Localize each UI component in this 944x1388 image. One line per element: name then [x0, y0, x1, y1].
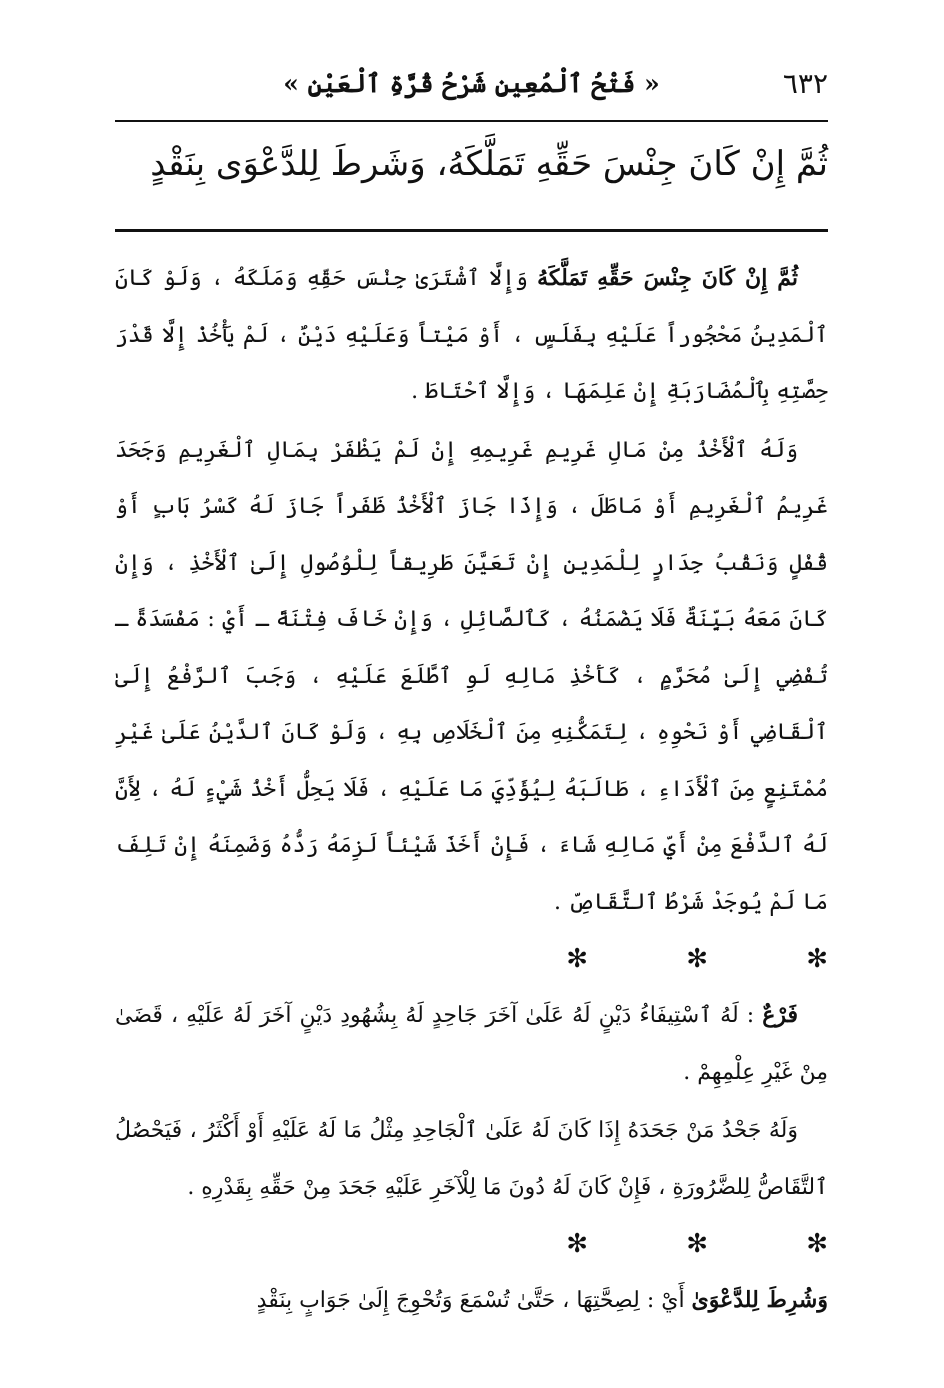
paragraph-lead: فَرْعٌ — [762, 1002, 798, 1028]
paragraph-text: وَلَهُ ٱلْأَخْذُ مِنْ مَالِ غَرِيمِ غَرِيمِهِ إِنْ لَمْ يَظْفَرْ بِمَالِ ٱلْغَرِيمِ وَجَحَدَ غَرِيمُ ٱلْغَرِيمِ أَوْ مَاطَلَ ، وَإِذَا جَازَ ٱلْأَخْذُ ظَفَراً جَازَ لَهُ كَسْرُ بَابٍ أَوْ قُفْلٍ وَنَقْبُ جِدَارٍ لِلْمَدِينِ إِنْ تَعَيَّنَ طَرِيقاً لِلْوُصُولِ إِلَىٰ ٱلْأَخْذِ ، وَإِنْ كَانَ مَعَهُ بَيِّنَةٌ فَلَا يَضْمَنُهُ ، كَٱلصَّائِلِ ، وَإِنْ خَافَ فِتْنَةً ـ أَيْ : مَفْسَدَةً ـ تُفْضِي إِلَىٰ مُحَرَّمٍ ، كَأَخْذِ مَالِهِ لَوِ ٱطَّلَعَ عَلَيْهِ ، وَجَبَ ٱلرَّفْعُ إِلَىٰ ٱلْقَاضِي أَوْ نَحْوِهِ ، لِتَمَكُّنِهِ مِنَ ٱلْخَلَاصِ بِهِ ، وَلَوْ كَانَ ٱلدَّيْنُ عَلَىٰ غَيْرِ مُمْتَنِعٍ مِنَ ٱلْأَدَاءِ ، طَالَبَهُ لِيُؤَدِّيَ مَا عَلَيْهِ ، فَلَا يَحِلُّ أَخْذُ شَيْءٍ لَهُ ، لِأَنَّ لَهُ ٱلدَّفْعَ مِنْ أَيِّ مَالِهِ شَاءَ ، فَإِنْ أَخَذَ شَيْئاً لَزِمَهُ رَدُّهُ وَضَمِنَهُ إِنْ تَلِفَ مَا لَمْ يُوجَدْ شَرْطُ ٱلتَّقَاصِّ . — [115, 437, 828, 915]
paragraph — [115, 423, 828, 932]
paragraph-text: أَيْ : لِصِحَّتِهَا ، حَتَّىٰ تُسْمَعَ وَتُحْوِجَ إِلَىٰ جَوَابٍ بِنَقْدٍ — [256, 1288, 692, 1313]
paragraph-text: وَلَهُ جَحْدُ مَنْ جَحَدَهُ إِذَا كَانَ لَهُ عَلَىٰ ٱلْجَاحِدِ مِثْلُ مَا لَهُ عَلَيْهِ أَوْ أَكْثَرُ ، فَيَحْصُلُ ٱلتَّقَاصُّ لِلضَّرُورَةِ ، فَإِنْ كَانَ لَهُ دُونَ مَا لِلْآخَرِ عَلَيْهِ جَحَدَ مِنْ حَقِّهِ بِقَدْرِهِ . — [115, 1118, 828, 1200]
running-title: « فَتْحُ ٱلْمُعِينِ شَرْحُ قُرَّةِ ٱلْعَيْنِ » — [283, 69, 660, 98]
matn-text: ثُمَّ إِنْ كَانَ جِنْسَ حَقِّهِ تَمَلَّكَهُ، وَشَرطَ لِلدَّعْوَى بِنَقْدٍ — [150, 144, 828, 184]
paragraph — [115, 987, 828, 1101]
header-rule — [115, 120, 828, 122]
separator-star: ✻ — [686, 944, 708, 974]
paragraph-lead: وَشُرِطَ لِلدَّعْوَىٰ — [691, 1287, 828, 1313]
paragraph — [115, 1272, 828, 1330]
separator-star: ✻ — [566, 1229, 588, 1259]
paragraph-text: وَإِلَّا ٱشْتَرَىٰ جِنْسَ حَقِّهِ وَمَلَكَهُ ، وَلَوْ كَانَ ٱلْمَدِينُ مَحْجُوراً عَلَيْهِ بِفَلَسٍ ، أَوْ مَيْتاً وَعَلَيْهِ دَيْنٌ ، لَمْ يَأْخُذْ إِلَّا قَدْرَ حِصَّتِهِ بِٱلْمُضَارَبَةِ إِنْ عَلِمَهَا ، وَإِلَّا ٱحْتَاطَ . — [115, 266, 828, 404]
paragraph — [115, 250, 828, 421]
paragraph — [115, 1103, 828, 1216]
section-separator — [115, 1216, 828, 1272]
matn-rule — [115, 229, 828, 232]
page-header — [115, 62, 828, 120]
separator-star: ✻ — [566, 944, 588, 974]
paragraph-text: : لَهُ ٱسْتِيفَاءُ دَيْنٍ لَهُ عَلَىٰ آخَرَ جَاحِدٍ لَهُ بِشُهُودِ دَيْنٍ آخَرَ لَهُ عَلَيْهِ ، قَضَىٰ مِنْ غَيْرِ عِلْمِهِمْ . — [115, 1003, 828, 1085]
separator-star: ✻ — [806, 944, 828, 974]
separator-star: ✻ — [686, 1229, 708, 1259]
page-number: ٦٣٢ — [782, 67, 828, 100]
section-separator — [115, 931, 828, 987]
separator-star: ✻ — [806, 1229, 828, 1259]
paragraph-lead: ثُمَّ إِنْ كَانَ جِنْسَ حَقِّهِ تَمَلَّكَهُ — [537, 265, 798, 291]
commentary-body — [115, 250, 828, 1330]
